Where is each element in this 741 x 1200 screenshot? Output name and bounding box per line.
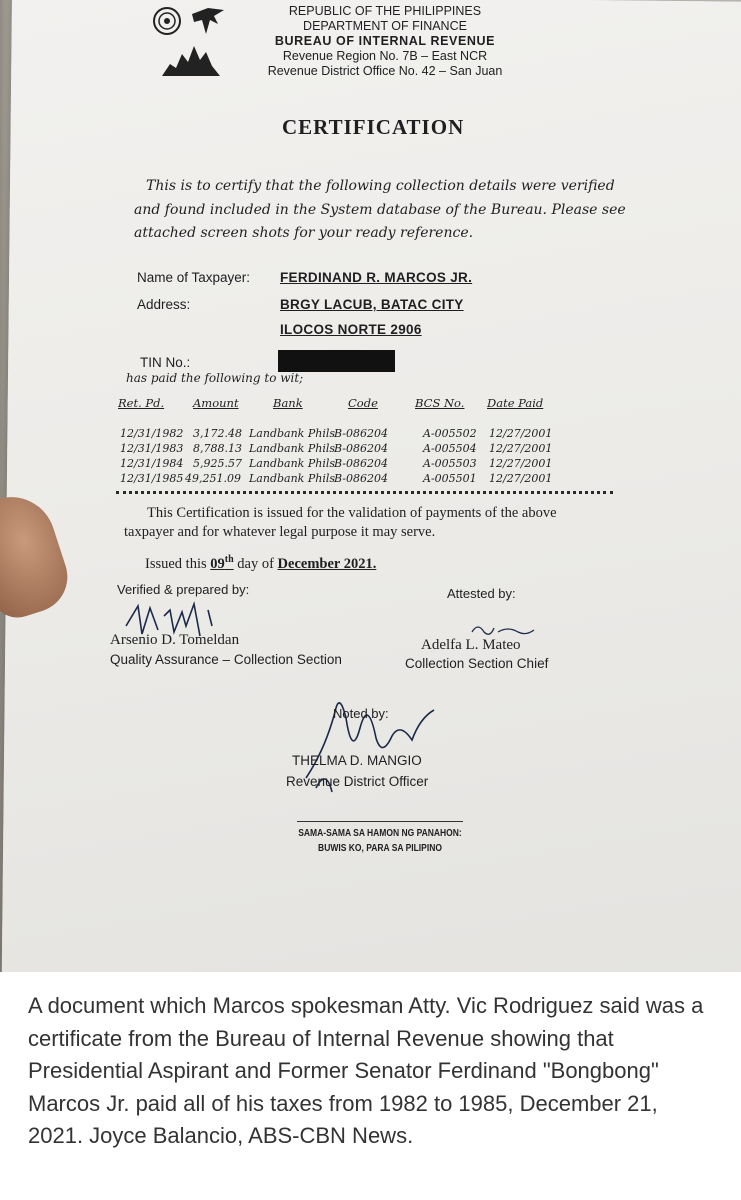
slogan-divider	[297, 821, 463, 822]
issued-day: 09	[210, 555, 225, 572]
validation-line-2: taxpayer and for whatever legal purpose it may serve.	[124, 524, 436, 540]
verified-title: Quality Assurance – Collection Section	[110, 652, 342, 667]
tin-label: TIN No.:	[140, 355, 191, 370]
cell-bank: Landbank Phils	[249, 457, 336, 470]
paid-text: has paid the following to wit;	[126, 371, 304, 385]
cell-bcs: A-005502	[423, 427, 477, 440]
address-line-1: BRGY LACUB, BATAC CITY	[280, 297, 464, 312]
cell-ret-pd: 12/31/1984	[120, 457, 184, 470]
bir-emblem-icon	[160, 42, 222, 78]
issued-middle: day of	[237, 555, 274, 572]
cell-date-paid: 12/27/2001	[489, 472, 553, 485]
noted-title: Revenue District Officer	[286, 774, 429, 789]
verified-name: Arsenio D. Tomeldan	[110, 632, 240, 648]
cell-bank: Landbank Phils	[249, 427, 336, 440]
cell-code: B-086204	[334, 427, 388, 440]
attested-label: Attested by:	[447, 586, 516, 601]
cell-bcs: A-005501	[423, 472, 477, 485]
intro-line-2: and found included in the System database of the Bureau. Please see	[134, 202, 626, 218]
cell-date-paid: 12/27/2001	[489, 427, 553, 440]
cell-amount: 49,251.09	[185, 472, 241, 485]
cell-ret-pd: 12/31/1985	[120, 472, 184, 485]
col-bcs: BCS No.	[415, 396, 465, 410]
noted-label: Noted by:	[333, 706, 389, 721]
issued-line	[145, 550, 376, 574]
cell-bank: Landbank Phils	[249, 472, 336, 485]
col-amount: Amount	[193, 396, 239, 410]
verified-label: Verified & prepared by:	[117, 582, 250, 597]
intro-line-1: This is to certify that the following collection details were verified	[146, 178, 615, 194]
address-label: Address:	[137, 297, 191, 312]
dotted-divider	[116, 491, 613, 494]
cell-amount: 3,172.48	[193, 427, 242, 440]
header-department: DEPARTMENT OF FINANCE	[303, 19, 467, 33]
issued-day-suffix: th	[224, 554, 234, 565]
seal-icon	[152, 6, 182, 36]
intro-line-3: attached screen shots for your ready reference.	[134, 225, 474, 241]
address-line-2: ILOCOS NORTE 2906	[280, 322, 422, 337]
photo-caption: A document which Marcos spokesman Atty. Vic Rodriguez said was a certificate from the Bureau of Internal Revenue showing that Presidential Aspirant and Former Senator Ferdinand "Bongbong" Marcos Jr. paid all of his taxes from 1982 to 1985, December 21, 2021. Joyce Balancio, ABS-CBN News.	[28, 993, 704, 1148]
cell-date-paid: 12/27/2001	[489, 457, 553, 470]
cell-ret-pd: 12/31/1983	[120, 442, 184, 455]
header-bureau: BUREAU OF INTERNAL REVENUE	[274, 34, 496, 48]
cell-amount: 5,925.57	[193, 457, 242, 470]
attested-title: Collection Section Chief	[405, 656, 549, 671]
cell-bcs: A-005504	[423, 442, 477, 455]
col-bank: Bank	[273, 396, 303, 410]
issued-date: December 2021.	[277, 555, 377, 572]
eagle-logo-icon	[190, 6, 226, 36]
issued-prefix: Issued this	[145, 555, 207, 572]
header-republic: REPUBLIC OF THE PHILIPPINES	[288, 4, 482, 18]
cell-code: B-086204	[334, 442, 388, 455]
slogan-line-1: SAMA-SAMA SA HAMON NG PANAHON:	[298, 828, 462, 839]
tin-redaction	[278, 350, 395, 372]
slogan	[295, 826, 465, 856]
noted-name: THELMA D. MANGIO	[292, 753, 422, 768]
taxpayer-name-value: FERDINAND R. MARCOS JR.	[280, 270, 473, 285]
header-district: Revenue District Office No. 42 – San Juan	[267, 64, 503, 78]
cell-code: B-086204	[334, 457, 388, 470]
header-region: Revenue Region No. 7B – East NCR	[282, 49, 488, 63]
taxpayer-name-label: Name of Taxpayer:	[137, 270, 251, 285]
col-date-paid: Date Paid	[487, 396, 544, 410]
doc-header	[250, 4, 520, 79]
slogan-line-2: BUWIS KO, PARA SA PILIPINO	[318, 843, 442, 854]
cell-bank: Landbank Phils	[249, 442, 336, 455]
col-code: Code	[348, 396, 378, 410]
cell-amount: 8,788.13	[193, 442, 242, 455]
cell-date-paid: 12/27/2001	[489, 442, 553, 455]
doc-title: CERTIFICATION	[282, 115, 465, 139]
attested-name: Adelfa L. Mateo	[421, 637, 521, 653]
cell-ret-pd: 12/31/1982	[120, 427, 184, 440]
cell-code: B-086204	[334, 472, 388, 485]
cell-bcs: A-005503	[423, 457, 477, 470]
validation-line-1: This Certification is issued for the validation of payments of the above	[147, 505, 557, 521]
col-ret-pd: Ret. Pd.	[118, 396, 165, 410]
